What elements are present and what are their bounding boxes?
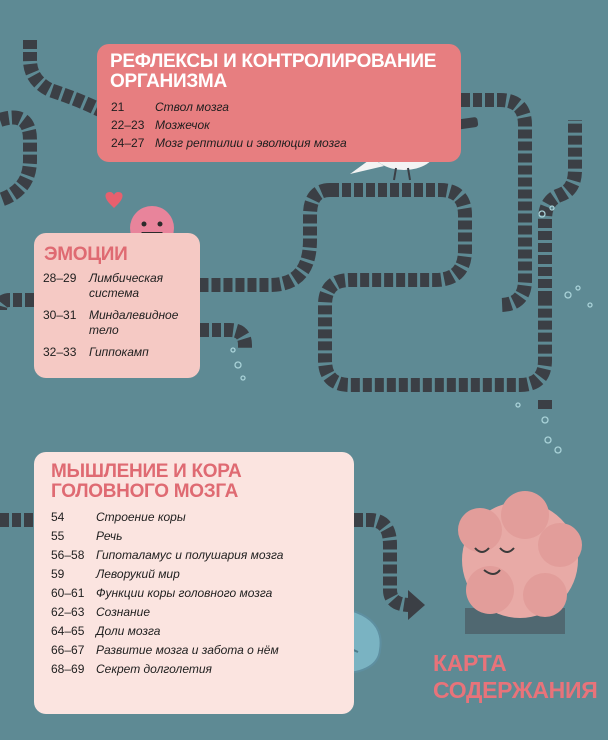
toc-entry[interactable] bbox=[51, 662, 354, 677]
section-thinking bbox=[34, 452, 354, 714]
page-number: 22–23 bbox=[111, 118, 145, 132]
track-center-loop bbox=[325, 190, 545, 385]
toc-entry[interactable] bbox=[111, 100, 461, 115]
entry-title: Мозжечок bbox=[155, 118, 210, 132]
toc-entry[interactable] bbox=[51, 510, 354, 525]
entry-title: Леворукий мир bbox=[96, 567, 180, 581]
entry-title: Лимбическая система bbox=[89, 271, 164, 300]
bubbles bbox=[231, 206, 592, 453]
track-emo-left bbox=[0, 300, 34, 310]
entry-title: Функции коры головного мозга bbox=[96, 586, 273, 600]
page-number: 24–27 bbox=[111, 136, 145, 150]
toc-entry[interactable] bbox=[43, 308, 200, 338]
section-emotions-title: ЭМОЦИИ bbox=[44, 244, 128, 265]
entry-title: Доли мозга bbox=[96, 624, 161, 638]
page-number: 54 bbox=[51, 510, 65, 524]
toc-entry[interactable] bbox=[43, 271, 200, 301]
track-left-wave bbox=[0, 118, 30, 201]
track-top-left bbox=[30, 40, 100, 110]
page-number: 28–29 bbox=[43, 271, 77, 285]
toc-entry[interactable] bbox=[51, 624, 354, 639]
track-reflex-right bbox=[461, 100, 525, 305]
page-number: 56–58 bbox=[51, 548, 85, 562]
track-right-edge bbox=[545, 120, 575, 300]
entry-title: Строение коры bbox=[96, 510, 186, 524]
arrow-right-icon bbox=[408, 590, 425, 620]
section-emotions bbox=[34, 233, 200, 378]
track-bottom-right bbox=[354, 520, 410, 605]
track-emo-down bbox=[200, 330, 245, 350]
page-number: 30–31 bbox=[43, 308, 77, 322]
page-number: 59 bbox=[51, 567, 65, 581]
entry-title: Мозг рептилии и эволюция мозга bbox=[155, 136, 347, 150]
page-number: 60–61 bbox=[51, 586, 85, 600]
track-center-left bbox=[200, 190, 330, 285]
page-number: 68–69 bbox=[51, 662, 85, 676]
entry-title: Ствол мозга bbox=[155, 100, 229, 114]
section-reflexes bbox=[97, 44, 461, 162]
toc-entry[interactable] bbox=[51, 567, 354, 582]
entry-title: Гипоталамус и полушария мозга bbox=[96, 548, 284, 562]
entry-title: Сознание bbox=[96, 605, 151, 619]
section-thinking-list bbox=[34, 502, 354, 677]
section-thinking-title: МЫШЛЕНИЕ И КОРА ГОЛОВНОГО МОЗГА bbox=[51, 461, 242, 502]
entry-title: Миндалевидное тело bbox=[89, 308, 179, 337]
page-number: 64–65 bbox=[51, 624, 85, 638]
map-title: КАРТА СОДЕРЖАНИЯ bbox=[433, 650, 598, 703]
entry-title: Секрет долголетия bbox=[96, 662, 212, 676]
page-number: 32–33 bbox=[43, 345, 77, 359]
section-reflexes-list bbox=[97, 92, 461, 151]
toc-entry[interactable] bbox=[51, 548, 354, 563]
section-reflexes-title: РЕФЛЕКСЫ И КОНТРОЛИРОВАНИЕ ОРГАНИЗМА bbox=[110, 51, 437, 92]
toc-entry[interactable] bbox=[111, 118, 461, 133]
sleeping-brain bbox=[458, 491, 582, 634]
page-number: 21 bbox=[111, 100, 125, 114]
section-emotions-list bbox=[34, 265, 200, 360]
toc-entry[interactable] bbox=[43, 345, 200, 360]
heart-icon bbox=[106, 192, 123, 208]
page-number: 55 bbox=[51, 529, 65, 543]
toc-entry[interactable] bbox=[51, 586, 354, 601]
toc-entry[interactable] bbox=[111, 136, 461, 151]
page-number: 62–63 bbox=[51, 605, 85, 619]
entry-title: Гиппокамп bbox=[89, 345, 149, 359]
toc-entry[interactable] bbox=[51, 605, 354, 620]
entry-title: Развитие мозга и забота о нём bbox=[96, 643, 279, 657]
entry-title: Речь bbox=[96, 529, 123, 543]
toc-entry[interactable] bbox=[51, 643, 354, 658]
page-number: 66–67 bbox=[51, 643, 85, 657]
toc-entry[interactable] bbox=[51, 529, 354, 544]
